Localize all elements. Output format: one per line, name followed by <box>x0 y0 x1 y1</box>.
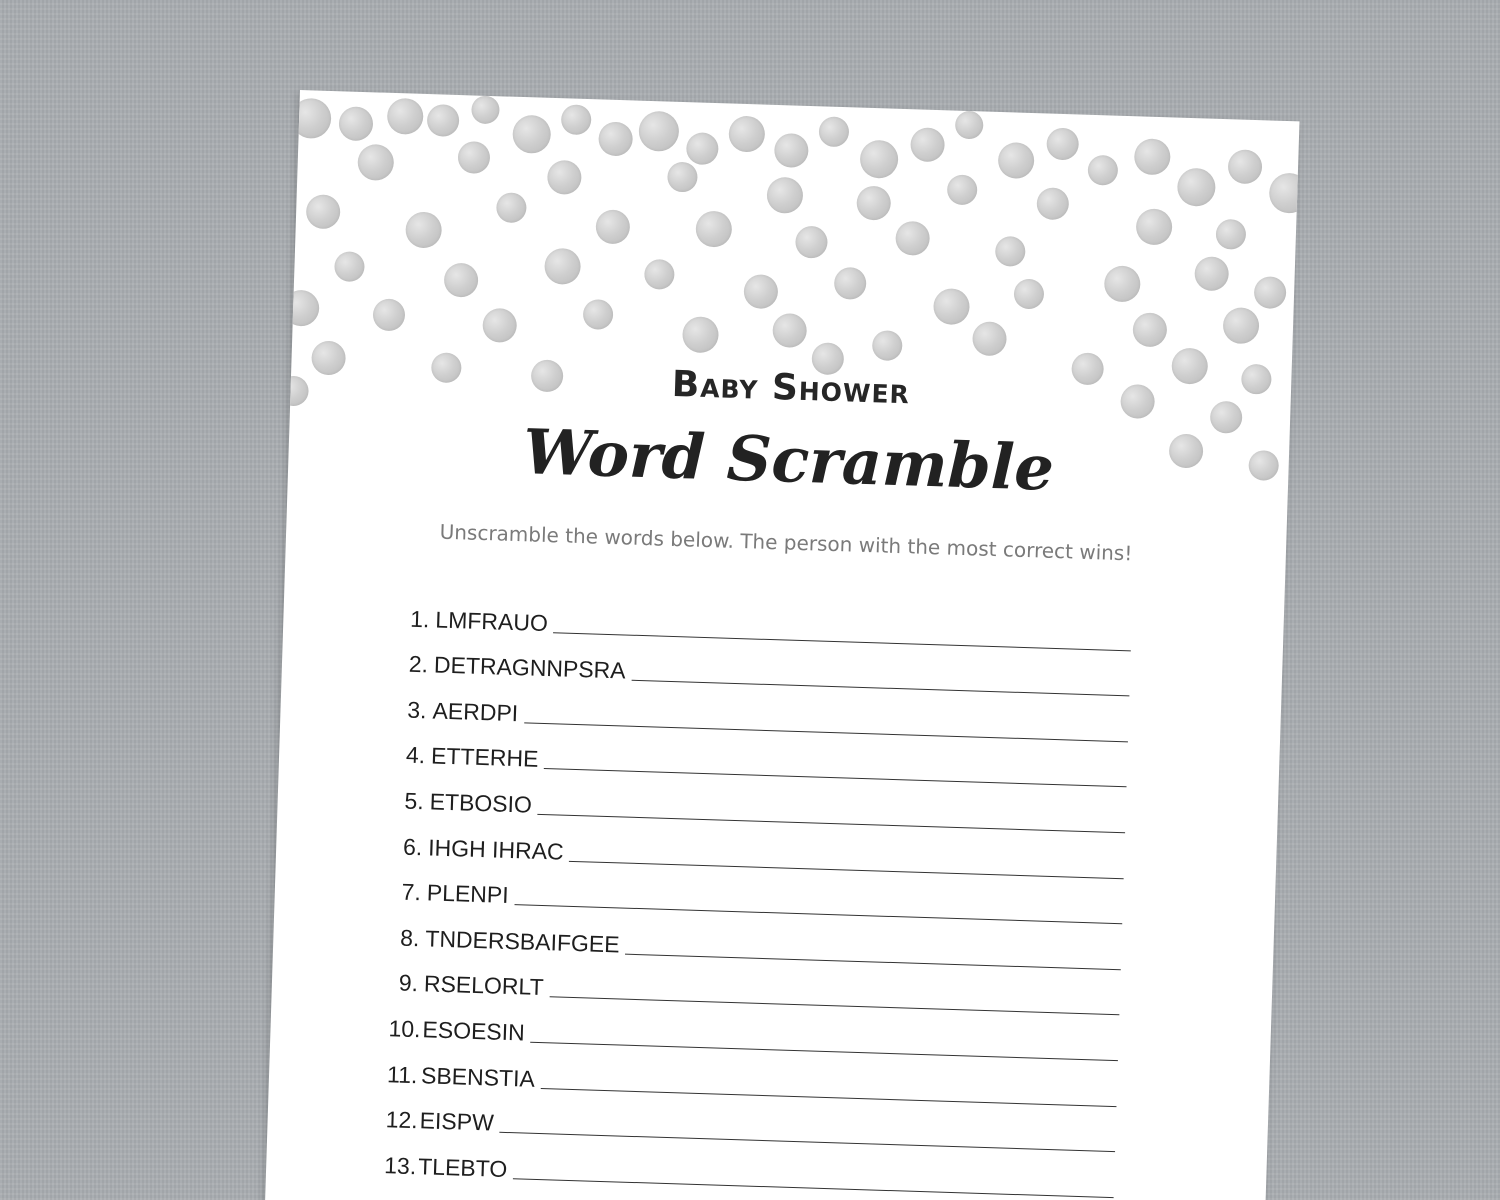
confetti-dot <box>856 186 891 221</box>
scrambled-word: DETRAGNNPSRA <box>433 651 627 684</box>
confetti-dot <box>933 288 970 325</box>
confetti-dot <box>743 274 778 309</box>
item-number: 12. <box>385 1106 419 1134</box>
scrambled-word: RSELORLT <box>423 970 545 1001</box>
confetti-dot <box>1269 173 1300 214</box>
item-number: 8. <box>399 924 420 951</box>
confetti-dot <box>598 121 633 156</box>
sheet-title: Word Scramble <box>522 415 1056 505</box>
confetti-dot <box>1228 149 1263 184</box>
item-number: 3. <box>406 696 427 724</box>
confetti-dot <box>405 211 442 248</box>
confetti-dot <box>638 111 679 152</box>
confetti-dot <box>1046 127 1079 160</box>
confetti-dot <box>444 263 479 298</box>
sheet-subtitle: Baby Shower <box>671 363 911 413</box>
scrambled-word: ESOESIN <box>422 1016 526 1046</box>
item-number: 5. <box>404 787 425 815</box>
confetti-dot <box>667 162 698 193</box>
answer-line <box>513 1177 1114 1198</box>
confetti-dot <box>334 251 365 282</box>
confetti-dot <box>995 236 1026 267</box>
confetti-dot <box>947 174 978 205</box>
confetti-dot <box>1215 219 1246 250</box>
confetti-dot <box>482 308 517 343</box>
confetti-dot <box>795 226 828 259</box>
confetti-dot <box>306 194 341 229</box>
scrambled-word: TNDERSBAIFGEE <box>425 925 621 958</box>
confetti-dot <box>1134 138 1171 175</box>
confetti-dot <box>547 160 582 195</box>
item-number: 7. <box>401 878 422 906</box>
scrambled-word: SBENSTIA <box>420 1061 536 1092</box>
confetti-dot <box>955 111 984 140</box>
confetti-dot <box>686 132 719 165</box>
confetti-dot <box>644 259 675 290</box>
confetti-dot <box>728 116 765 153</box>
confetti-dot <box>1254 276 1287 309</box>
item-number: 10. <box>388 1015 421 1043</box>
confetti-dot <box>682 316 719 353</box>
scrambled-word: ETTERHE <box>430 742 539 773</box>
confetti-dot <box>895 221 930 256</box>
confetti-dot <box>1087 155 1118 186</box>
confetti-dot <box>1132 312 1167 347</box>
confetti-dot <box>772 313 807 348</box>
confetti-dot <box>1104 265 1141 302</box>
confetti-dot <box>1223 307 1260 344</box>
confetti-dot <box>457 141 490 174</box>
item-number: 4. <box>405 742 426 769</box>
confetti-dot <box>1013 279 1044 310</box>
scrambled-word: ETBOSIO <box>429 788 533 818</box>
scrambled-word: AERDPI <box>432 697 519 726</box>
item-number: 13. <box>383 1151 417 1179</box>
scrambled-word: LMFRAUO <box>435 606 549 636</box>
confetti-dot <box>774 133 809 168</box>
confetti-dot <box>860 140 899 179</box>
confetti-dot <box>544 248 581 285</box>
item-number: 2. <box>408 650 429 678</box>
item-number: 6. <box>402 833 423 860</box>
confetti-dot <box>834 267 867 300</box>
confetti-dot <box>387 98 424 135</box>
confetti-dot <box>818 116 849 147</box>
confetti-dot <box>338 106 373 141</box>
confetti-dot <box>1036 187 1069 220</box>
item-number: 11. <box>386 1060 418 1088</box>
confetti-dot <box>471 95 500 124</box>
scrambled-word: TLEBTO <box>417 1152 508 1182</box>
confetti-dot <box>496 192 527 223</box>
confetti-dot <box>372 298 405 331</box>
confetti-dot <box>1136 208 1173 245</box>
confetti-dot <box>972 321 1007 356</box>
confetti-dot <box>910 127 945 162</box>
item-number: 1. <box>409 605 430 632</box>
scrambled-word: IHGH IHRAC <box>427 833 565 865</box>
scramble-word-list <box>384 586 1132 1200</box>
confetti-dot <box>695 211 732 248</box>
confetti-dot <box>1194 256 1229 291</box>
confetti-dot <box>512 115 551 154</box>
printable-sheet <box>264 90 1300 1200</box>
confetti-dot <box>766 177 803 214</box>
scrambled-word: EISPW <box>419 1107 495 1136</box>
confetti-dot <box>583 299 614 330</box>
confetti-dot <box>427 104 460 137</box>
item-number: 9. <box>398 969 419 997</box>
scrambled-word: PLENPI <box>426 879 510 909</box>
confetti-dot <box>998 142 1035 179</box>
confetti-dot <box>561 104 592 135</box>
confetti-dot <box>357 144 394 181</box>
instructions-text: Unscramble the words below. The person with the most correct wins! <box>439 519 1133 566</box>
confetti-dot <box>1177 168 1216 207</box>
confetti-dot <box>595 209 630 244</box>
confetti-dot <box>872 330 903 361</box>
